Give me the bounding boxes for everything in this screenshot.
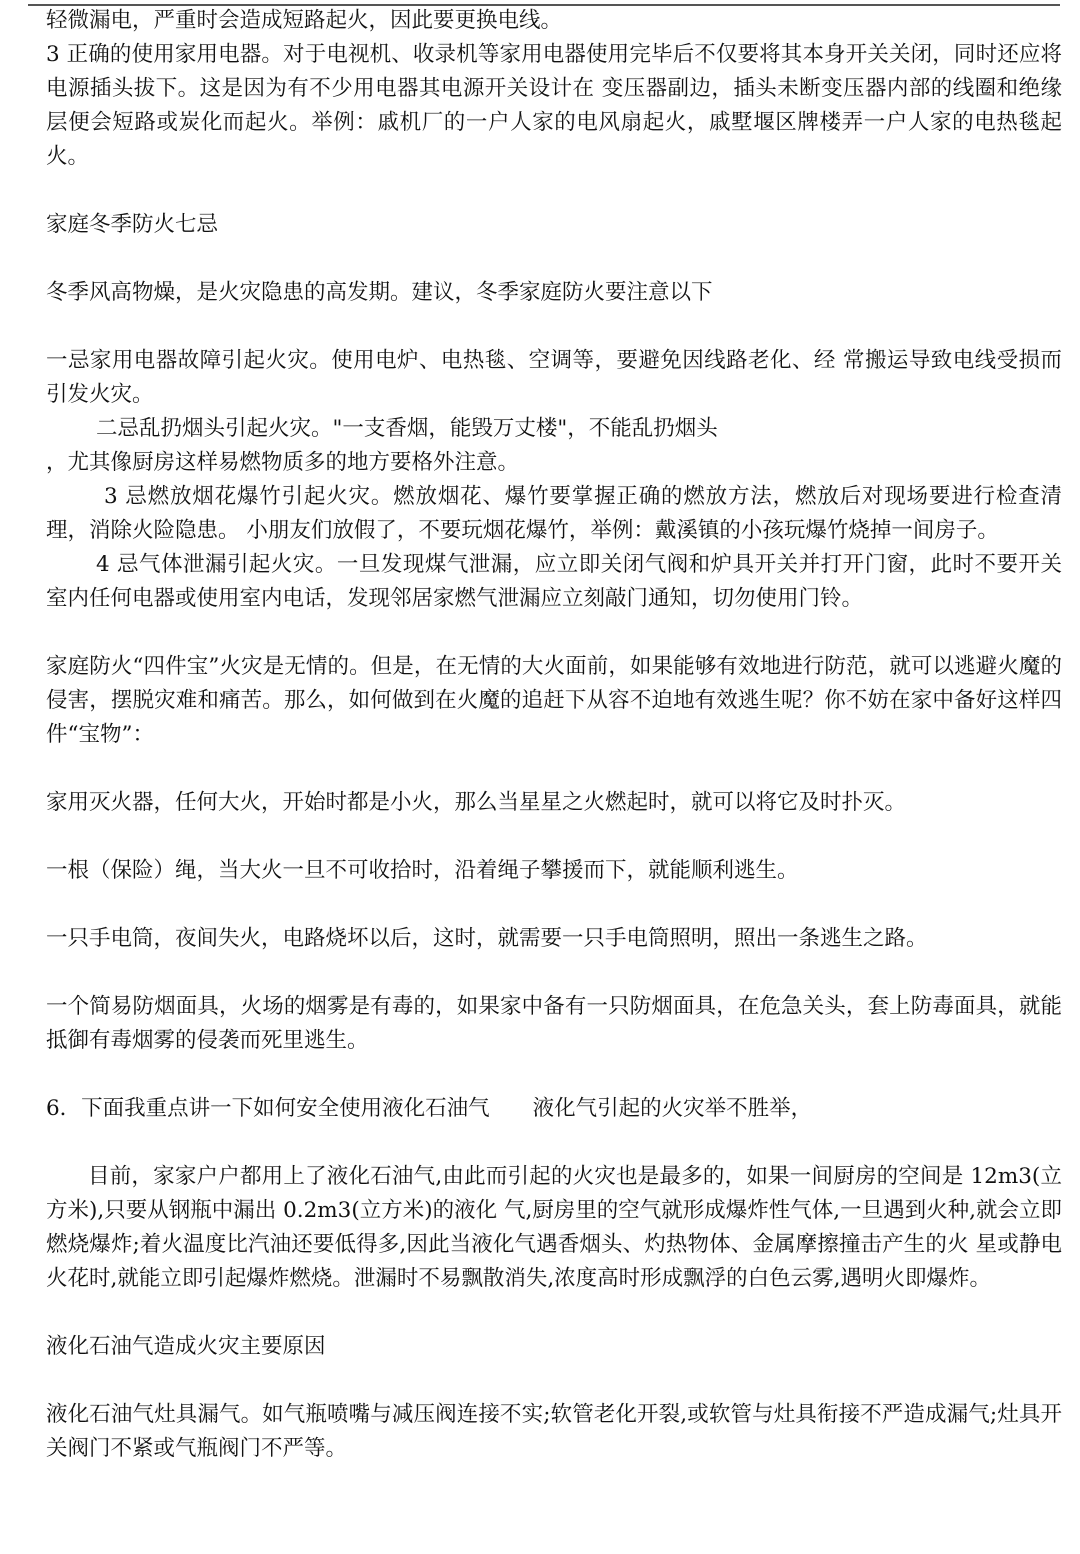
paragraph-intro-tail: 轻微漏电，严重时会造成短路起火，因此要更换电线。 (46, 8, 563, 33)
paragraph-taboo-2a: 二忌乱扔烟头引起火灾。"一支香烟，能毁万丈楼"，不能乱扔烟头 (96, 416, 718, 441)
paragraph-rope: 一根（保险）绳，当大火一旦不可收拾时，沿着绳子攀援而下，就能顺利逃生。 (46, 858, 799, 883)
paragraph-correct-appliance-use: 3 正确的使用家用电器。对于电视机、收录机等家用电器使用完毕后不仅要将其本身开关关闭，同时还应将电源插头拔下。这是因为有不少用电器其电源开关设计在 变压器副边，插头未断变压器内部的线圈和绝缘层便会短路或炭化而起火。举例：戚机厂的一户人家的电风扇起火，戚墅堰区牌楼弄一户人家的电热毯起火。 (46, 42, 1062, 169)
paragraph-smoke-mask: 一个简易防烟面具，火场的烟雾是有毒的，如果家中备有一只防烟面具，在危急关头，套上防毒面具，就能抵御有毒烟雾的侵袭而死里逃生。 (46, 994, 1062, 1053)
document-body (46, 4, 1062, 1466)
paragraph-four-treasures: 家庭防火“四件宝”火灾是无情的。但是，在无情的大火面前，如果能够有效地进行防范，就可以逃避火魔的侵害，摆脱灾难和痛苦。那么，如何做到在火魔的追赶下从容不迫地有效逃生呢？你不妨在家中备好这样四件“宝物”： (46, 654, 1062, 747)
paragraph-lpg-cause-1: 液化石油气灶具漏气。如气瓶喷嘴与减压阀连接不实;软管老化开裂,或软管与灶具衔接不严造成漏气;灶具开关阀门不紧或气瓶阀门不严等。 (46, 1402, 1062, 1461)
paragraph-taboo-1: 一忌家用电器故障引起火灾。使用电炉、电热毯、空调等，要避免因线路老化、经 常搬运导致电线受损而引发火灾。 (46, 348, 1062, 407)
paragraph-extinguisher: 家用灭火器，任何大火，开始时都是小火，那么当星星之火燃起时，就可以将它及时扑灭。 (46, 790, 907, 815)
paragraph-lpg-detail: 目前，家家户户都用上了液化石油气,由此而引起的火灾也是最多的，如果一间厨房的空间是 12m3(立方米),只要从钢瓶中漏出 0.2m3(立方米)的液化 气,厨房里的空气就形成爆炸性气体,一旦遇到火种,就会立即燃烧爆炸;着火温度比汽油还要低得多,因此当液化气遇香烟头、灼热物体、金属摩擦撞击产生的火 星或静电火花时,就能立即引起爆炸燃烧。泄漏时不易飘散消失,浓度高时形成飘浮的白色云雾,遇明火即爆炸。 (46, 1164, 1062, 1291)
paragraph-taboo-3: 3 忌燃放烟花爆竹引起火灾。燃放烟花、爆竹要掌握正确的燃放方法，燃放后对现场要进行检查清理，消除火险隐患。 小朋友们放假了，不要玩烟花爆竹，举例：戴溪镇的小孩玩爆竹烧掉一间房子。 (46, 484, 1062, 543)
paragraph-winter-intro: 冬季风高物燥，是火灾隐患的高发期。建议，冬季家庭防火要注意以下 (46, 280, 713, 305)
heading-winter-taboos: 家庭冬季防火七忌 (46, 212, 219, 237)
paragraph-taboo-2b: ，尤其像厨房这样易燃物质多的地方要格外注意。 (46, 450, 520, 475)
heading-lpg-causes: 液化石油气造成火灾主要原因 (46, 1334, 326, 1359)
paragraph-taboo-4: 4 忌气体泄漏引起火灾。一旦发现煤气泄漏，应立即关闭气阀和炉具开关并打开门窗，此时不要开关室内任何电器或使用室内电话，发现邻居家燃气泄漏应立刻敲门通知，切勿使用门铃。 (46, 552, 1062, 611)
paragraph-flashlight: 一只手电筒，夜间失火，电路烧坏以后，这时，就需要一只手电筒照明，照出一条逃生之路。 (46, 926, 928, 951)
paragraph-lpg-intro: 6．下面我重点讲一下如何安全使用液化石油气 液化气引起的火灾举不胜举， (46, 1096, 813, 1121)
